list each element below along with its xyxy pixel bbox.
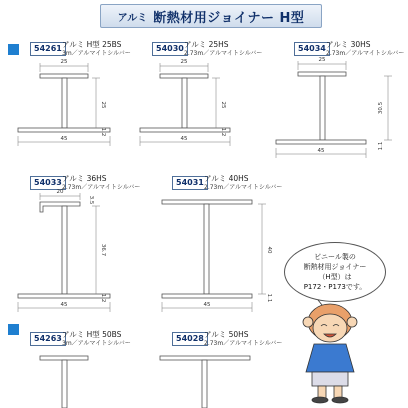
dim-thickness: 1.2 — [100, 127, 106, 137]
dim-thickness: 1.2 — [100, 293, 106, 303]
dim-bottom: 45 — [180, 136, 188, 142]
header-material: アルミ — [117, 12, 148, 24]
note-bubble — [284, 242, 386, 302]
dim-thickness: 1.2 — [220, 127, 226, 137]
product-spec: 2.73m／アルマイトシルバー — [204, 340, 283, 347]
note-line: ビニール製の — [314, 253, 356, 261]
mascot-illustration — [303, 300, 357, 403]
profile-54263 — [40, 356, 88, 408]
product-spec: 3m／アルマイトシルバー — [62, 340, 131, 347]
product-spec: 2.73m／アルマイトシルバー — [62, 184, 141, 191]
dim-height: 30.5 — [378, 101, 384, 115]
product-spec: 2.73m／アルマイトシルバー — [204, 184, 283, 191]
dim-top: 25 — [180, 59, 188, 65]
profile-54031 — [162, 200, 252, 298]
header-title: 断熱材用ジョイナー H型 — [153, 10, 305, 26]
dim-height: 36.7 — [100, 243, 106, 257]
dim-top: 25 — [60, 59, 68, 65]
product-code: 54263 — [30, 332, 66, 346]
product-code: 54028 — [172, 332, 208, 346]
note-line: 断熱材用ジョイナー — [303, 263, 367, 271]
product-code: 54034 — [294, 42, 330, 56]
product-name: アルミ 30HS — [326, 40, 371, 49]
product-spec: 2.73m／アルマイトシルバー — [184, 50, 263, 57]
dim-thickness: 1.1 — [378, 141, 384, 151]
dim-bottom: 45 — [60, 136, 68, 142]
product-code: 54261 — [30, 42, 66, 56]
dim-bottom: 45 — [203, 302, 211, 308]
product-name: アルミ 40HS — [204, 174, 249, 183]
product-code: 54031 — [172, 176, 208, 190]
product-name: アルミ 25HS — [184, 40, 229, 49]
profile-54030 — [140, 74, 230, 132]
product-code: 54033 — [30, 176, 66, 190]
note-line: P172・P173です。 — [303, 283, 367, 291]
dim-bottom: 45 — [60, 302, 68, 308]
dim-top: 20 — [56, 189, 64, 195]
product-name: アルミ 36HS — [62, 174, 107, 183]
dim-height: 25 — [100, 101, 106, 109]
product-spec: 3m／アルマイトシルバー — [62, 50, 131, 57]
dim-top: 25 — [318, 57, 326, 63]
profile-54034 — [276, 72, 366, 144]
dim-height: 40 — [266, 246, 272, 254]
profile-54028 — [160, 356, 250, 408]
note-line: （H型）は — [318, 273, 352, 281]
dim-bottom: 45 — [317, 148, 325, 154]
product-name: アルミ 50HS — [204, 330, 249, 339]
product-name: アルミ H型 50BS — [62, 330, 122, 339]
product-name: アルミ H型 25BS — [62, 40, 122, 49]
dim-lip: 3.5 — [88, 195, 94, 205]
dim-height: 25 — [220, 101, 226, 109]
product-spec: 2.73m／アルマイトシルバー — [326, 50, 405, 57]
product-code: 54030 — [152, 42, 188, 56]
dim-thickness: 1.1 — [266, 293, 272, 303]
